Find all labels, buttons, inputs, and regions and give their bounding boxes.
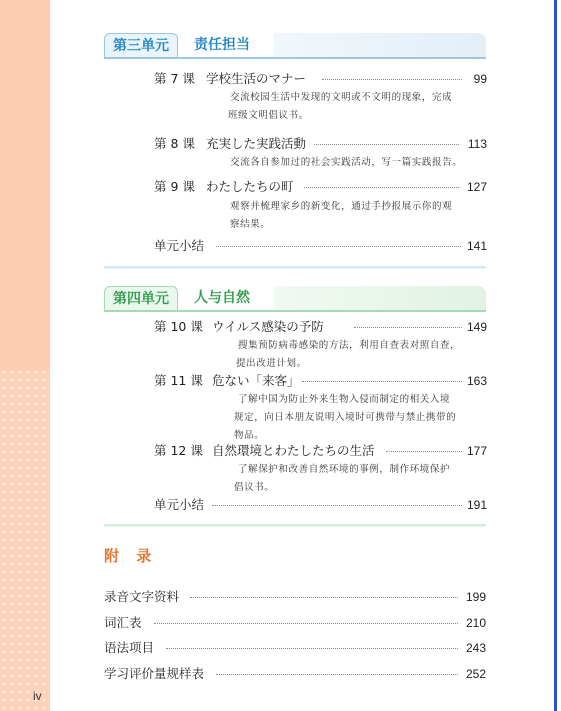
- toc-entry-appendix-1[interactable]: [104, 588, 486, 606]
- appendix-item-name: 词汇表: [104, 615, 142, 630]
- toc-entry-unit3-summary[interactable]: [154, 237, 487, 255]
- toc-entry-lesson10[interactable]: [154, 318, 487, 336]
- lesson-title: わたしたちの町: [206, 179, 294, 194]
- lesson-description: 搜集预防病毒感染的方法，利用自查表对照自查， 提出改进计划。: [236, 340, 461, 369]
- page-number: 243: [465, 641, 486, 655]
- lesson-number: 第 12 课: [154, 443, 203, 458]
- unit4-title: 人与自然: [194, 290, 250, 306]
- page-edge-bar: [554, 0, 557, 711]
- lesson-number: 第 10 课: [154, 319, 203, 334]
- toc-entry-lesson11[interactable]: [154, 372, 487, 390]
- unit3-label: 第三单元: [104, 33, 178, 58]
- page-number: 141: [466, 239, 487, 253]
- summary-title: 单元小结: [154, 238, 205, 253]
- lesson-title: 自然環境とわたしたちの生活: [212, 443, 375, 458]
- toc-entry-lesson9[interactable]: [154, 178, 487, 196]
- toc-entry-appendix-3[interactable]: [104, 639, 486, 657]
- lesson-number: 第 9 课: [154, 179, 195, 194]
- page-number: 163: [466, 374, 487, 388]
- unit4-divider: [104, 524, 486, 527]
- appendix-item-name: 语法项目: [104, 640, 155, 655]
- lesson-title: 学校生活のマナー: [206, 71, 307, 86]
- summary-title: 单元小结: [154, 497, 205, 512]
- appendix-title: 附 录: [104, 547, 158, 565]
- page-folio: iv: [33, 689, 42, 703]
- lesson-number: 第 11 课: [154, 373, 203, 388]
- toc-entry-unit4-summary[interactable]: [154, 496, 487, 514]
- appendix-item-name: 录音文字资料: [104, 589, 180, 604]
- page-number: 210: [465, 616, 486, 630]
- page-number: 99: [473, 72, 487, 86]
- lesson-number: 第 7 课: [154, 71, 195, 86]
- appendix-item-name: 学习评价量规样表: [104, 666, 205, 681]
- toc-entry-lesson8[interactable]: [154, 135, 487, 153]
- toc-entry-lesson12[interactable]: [154, 442, 487, 460]
- lesson-number: 第 8 课: [154, 136, 195, 151]
- decorative-side-strip: [0, 0, 50, 711]
- lesson-description: 了解保护和改善自然环境的事例，制作环境保护 倡议书。: [234, 464, 451, 493]
- page-number: 199: [465, 590, 486, 604]
- toc-entry-lesson7[interactable]: [154, 70, 487, 88]
- page-number: 149: [466, 320, 487, 334]
- page-number: 177: [466, 444, 487, 458]
- page-number: 127: [466, 180, 487, 194]
- page-number: 252: [465, 667, 486, 681]
- lesson-title: 充実した実践活動: [206, 136, 307, 151]
- unit4-header: [104, 286, 486, 312]
- toc-entry-appendix-2[interactable]: [104, 614, 486, 632]
- lesson-title: ウイルス感染の予防: [212, 319, 324, 334]
- unit3-header: [104, 33, 486, 59]
- page-number: 113: [467, 137, 487, 151]
- lesson-title: 危ない「来客」: [212, 373, 300, 388]
- toc-entry-appendix-4[interactable]: [104, 665, 486, 683]
- unit3-divider: [104, 266, 486, 269]
- lesson-description: 交流校园生活中发现的文明或不文明的现象，完成 班级文明倡议书。: [228, 92, 453, 121]
- lesson-description: 交流各自参加过的社会实践活动，写一篇实践报告。: [230, 157, 463, 168]
- lesson-description: 了解中国为防止外来生物入侵而制定的相关入境 规定，向日本朋友说明入境时可携带与禁止携带的 物品。: [234, 394, 457, 441]
- unit4-label: 第四单元: [104, 286, 178, 311]
- lesson-description: 观察并梳理家乡的新变化，通过手抄报展示你的观 察结果。: [230, 201, 453, 230]
- page-number: 191: [466, 498, 487, 512]
- unit3-title: 责任担当: [194, 37, 250, 53]
